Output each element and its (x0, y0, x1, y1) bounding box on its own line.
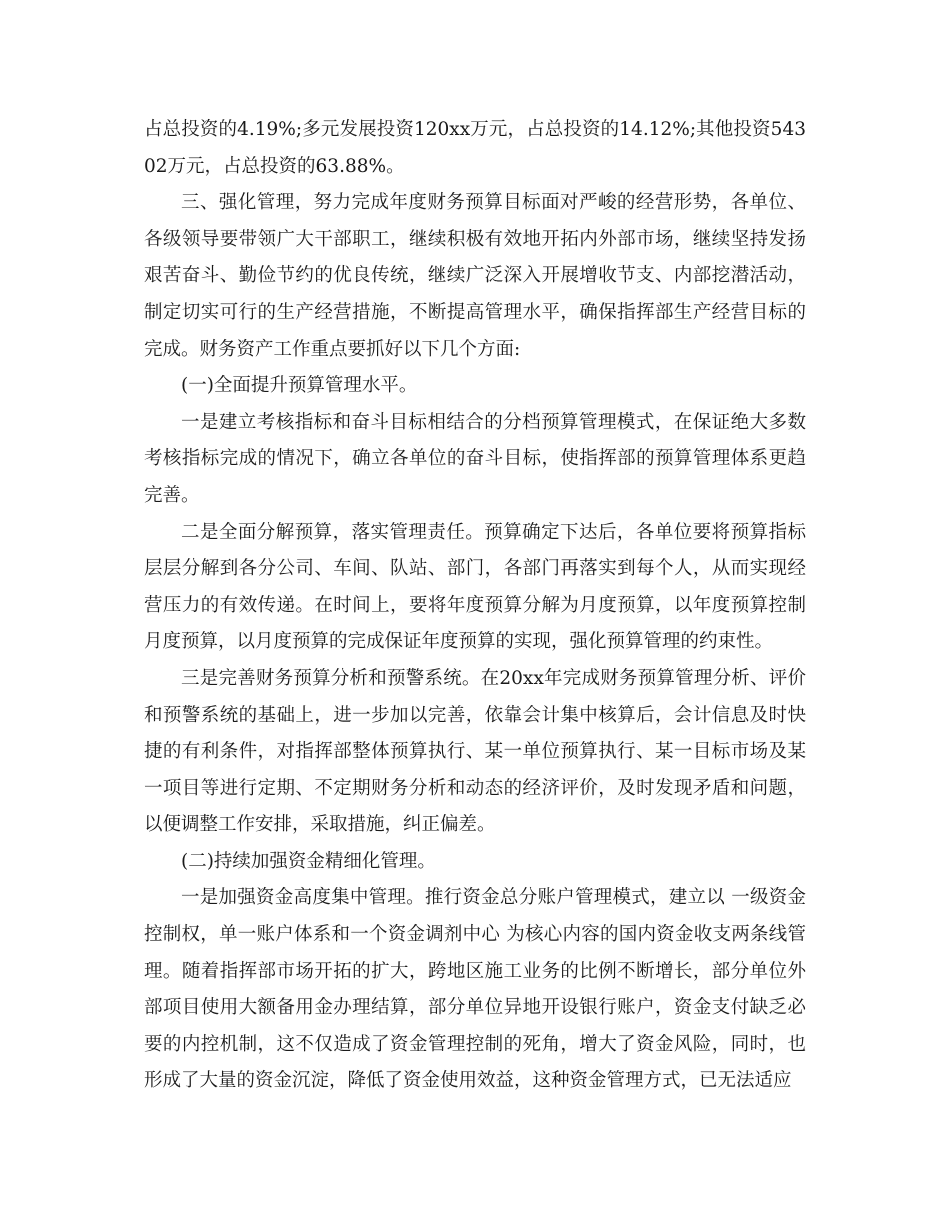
subheading-budget-management: (一)全面提升预算管理水平。 (181, 375, 418, 397)
paragraph-investment-summary: 占总投资的4.19%;多元发展投资120xx万元，占总投资的14.12%;其他投资54302万元，占总投资的63.88%。 (144, 119, 806, 177)
paragraph-budget-point-two: 二是全面分解预算，落实管理责任。预算确定下达后，各单位要将预算指标层层分解到各分公司、车间、队站、部门，各部门再落实到每个人，从而实现经营压力的有效传递。在时间上，要将年度预算分解为月度预算，以年度预算控制月度预算，以月度预算的完成保证年度预算的实现，强化预算管理的约束性。 (144, 521, 806, 653)
paragraph-section-three: 三、强化管理，努力完成年度财务预算目标面对严峻的经营形势，各单位、各级领导要带领广大干部职工，继续积极有效地开拓内外部市场，继续坚持发扬艰苦奋斗、勤俭节约的优良传统，继续广泛深入开展增收节支、内部挖潜活动，制定切实可行的生产经营措施，不断提高管理水平，确保指挥部生产经营目标的完成。财务资产工作重点要抓好以下几个方面: (144, 192, 806, 360)
document-body (144, 112, 806, 1100)
paragraph-fund-point-one: 一是加强资金高度集中管理。推行资金总分账户管理模式，建立以 一级资金控制权，单一账户体系和一个资金调剂中心 为核心内容的国内资金收支两条线管理。随着指挥部市场开拓的扩大，跨地区施工业务的比例不断增长，部分单位外部项目使用大额备用金办理结算，部分单位异地开设银行账户，资金支付缺乏必要的内控机制，这不仅造成了资金管理控制的死角，增大了资金风险，同时，也形成了大量的资金沉淀，降低了资金使用效益，这种资金管理方式，已无法适应 (144, 887, 806, 1092)
paragraph-budget-point-one: 一是建立考核指标和奋斗目标相结合的分档预算管理模式，在保证绝大多数考核指标完成的情况下，确立各单位的奋斗目标，使指挥部的预算管理体系更趋完善。 (144, 411, 806, 506)
subheading-fund-management: (二)持续加强资金精细化管理。 (181, 850, 436, 872)
paragraph-budget-point-three: 三是完善财务预算分析和预警系统。在20xx年完成财务预算管理分析、评价和预警系统的基础上，进一步加以完善，依靠会计集中核算后，会计信息及时快捷的有利条件，对指挥部整体预算执行、某一单位预算执行、某一目标市场及某一项目等进行定期、不定期财务分析和动态的经济评价，及时发现矛盾和问题，以便调整工作安排，采取措施，纠正偏差。 (144, 667, 806, 836)
